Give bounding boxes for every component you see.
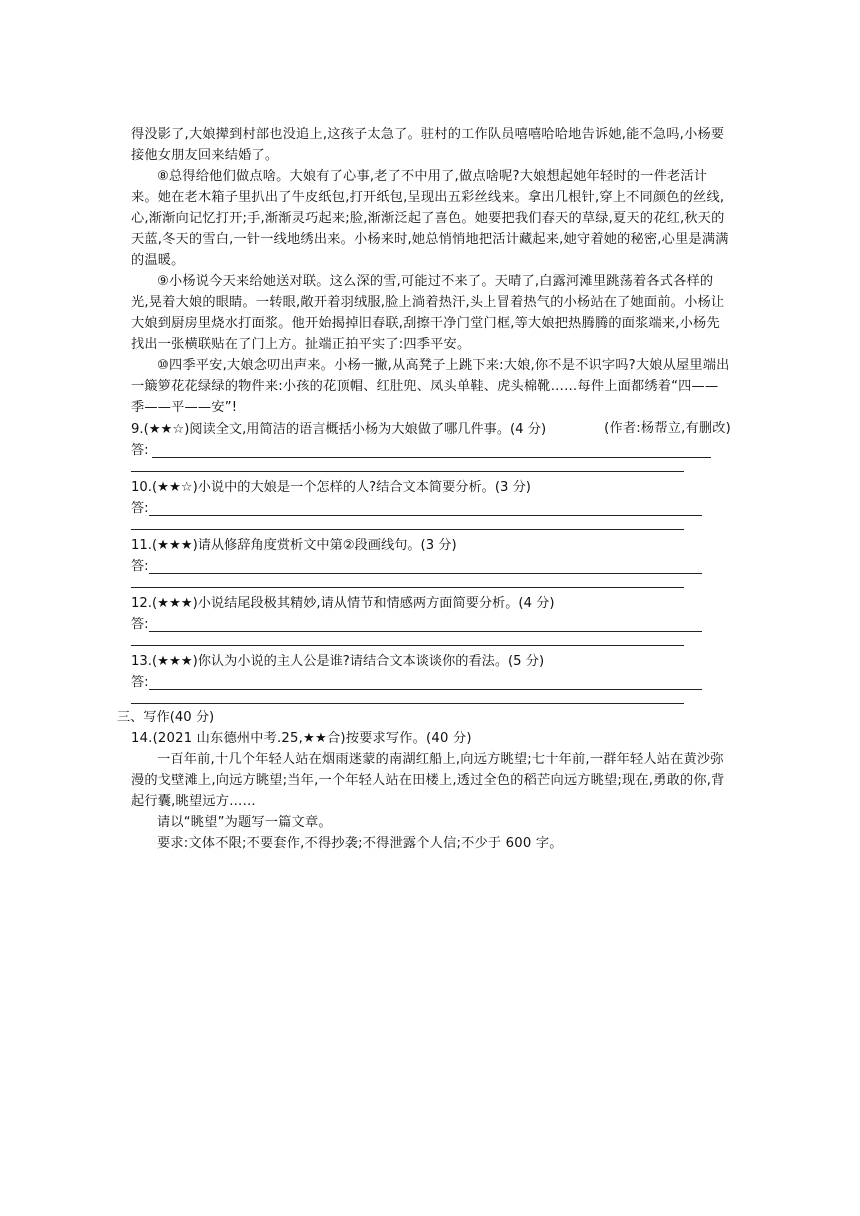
question-13 xyxy=(131,651,731,694)
answer-line[interactable] xyxy=(131,529,684,530)
paragraph-9: ⑨小杨说今天来给她送对联。这么深的雪,可能过不来了。天晴了,白露河滩里跳荡着各式各样的光,晃着大娘的眼睛。一转眼,敞开着羽绒服,脸上淌着热汗,头上冒着热气的小杨站在了她面前。小杨让大娘到厨房里烧水打面浆。他开始揭掉旧春联,刮擦干净门堂门框,等大娘把热腾腾的面浆端来,小杨先找出一张横联贴在了门上方。扯端正拍平实了:四季平安。 xyxy=(131,274,725,352)
answer-line[interactable] xyxy=(152,457,711,458)
section-title-writing: 三、写作(40 分) xyxy=(117,710,215,725)
question-10 xyxy=(131,477,731,520)
answer-label: 答: xyxy=(131,675,149,690)
question-title: 9.(★★☆)阅读全文,用简洁的语言概括小杨为大娘做了哪几件事。(4 分) xyxy=(131,422,547,437)
answer-line[interactable] xyxy=(149,631,702,632)
question-9 xyxy=(131,419,731,462)
answer-line[interactable] xyxy=(149,573,702,574)
answer-label: 答: xyxy=(131,443,149,458)
source-attribution: (作者:杨帮立,有删改) xyxy=(604,421,731,436)
answer-line[interactable] xyxy=(131,471,684,472)
answer-row xyxy=(131,672,731,694)
paragraph-continued: 得没影了,大娘撵到村部也没追上,这孩子太急了。驻村的工作队员嘻嘻哈哈地告诉她,能不急吗,小杨要接他女朋友回来结婚了。 xyxy=(131,127,725,163)
question-title: 13.(★★★)你认为小说的主人公是谁?请结合文本谈谈你的看法。(5 分) xyxy=(131,654,545,669)
answer-line[interactable] xyxy=(131,645,684,646)
answer-line[interactable] xyxy=(131,587,684,588)
question-title: 12.(★★★)小说结尾段极其精妙,请从情节和情感两方面简要分析。(4 分) xyxy=(131,596,555,611)
answer-label: 答: xyxy=(131,559,149,574)
paragraph-10: ⑩四季平安,大娘念叨出声来。小杨一撇,从高凳子上跳下来:大娘,你不是不识字吗?大娘从屋里端出一簸箩花花绿绿的物件来:小孩的花顶帽、红肚兜、凤头单鞋、虎头棉靴……每件上面都绣着“四——季——平——安”! xyxy=(131,358,730,415)
question-11 xyxy=(131,535,731,578)
answer-line[interactable] xyxy=(131,703,684,704)
paragraph-8: ⑧总得给他们做点啥。大娘有了心事,老了不中用了,做点啥呢?大娘想起她年轻时的一件老活计来。她在老木箱子里扒出了牛皮纸包,打开纸包,呈现出五彩丝线来。拿出几根针,穿上不同颜色的丝线,心,渐渐向记忆打开;手,渐渐灵巧起来;脸,渐渐泛起了喜色。她要把我们春天的草绿,夏天的花红,秋天的天蓝,冬天的雪白,一针一线地绣出来。小杨来时,她总悄悄地把活计藏起来,她守着她的秘密,心里是满满的温暖。 xyxy=(131,169,729,268)
passage xyxy=(131,124,731,439)
writing-prompt: 一百年前,十几个年轻人站在烟雨迷蒙的南湖红船上,向远方眺望;七十年前,一群年轻人站在黄沙弥漫的戈壁滩上,向远方眺望;当年,一个年轻人站在田楼上,透过全色的稻芒向远方眺望;现在,勇敢的你,背起行囊,眺望远方…… xyxy=(131,752,725,809)
writing-requirements: 要求:文体不限;不要套作,不得抄袭;不得泄露个人信;不少于 600 字。 xyxy=(157,836,563,851)
writing-task xyxy=(131,728,731,854)
answer-row xyxy=(131,498,731,520)
answer-line[interactable] xyxy=(149,689,702,690)
writing-instruction: 请以“眺望”为题写一篇文章。 xyxy=(157,815,332,830)
answer-row xyxy=(131,614,731,636)
answer-line[interactable] xyxy=(149,515,702,516)
answer-label: 答: xyxy=(131,501,149,516)
answer-label: 答: xyxy=(131,617,149,632)
question-title: 10.(★★☆)小说中的大娘是一个怎样的人?结合文本简要分析。(3 分) xyxy=(131,480,531,495)
question-title: 11.(★★★)请从修辞角度赏析文中第②段画线句。(3 分) xyxy=(131,538,457,553)
answer-row xyxy=(131,556,731,578)
question-12 xyxy=(131,593,731,636)
answer-row xyxy=(131,440,731,462)
question-14-title: 14.(2021 山东德州中考.25,★★合)按要求写作。(40 分) xyxy=(131,731,472,746)
